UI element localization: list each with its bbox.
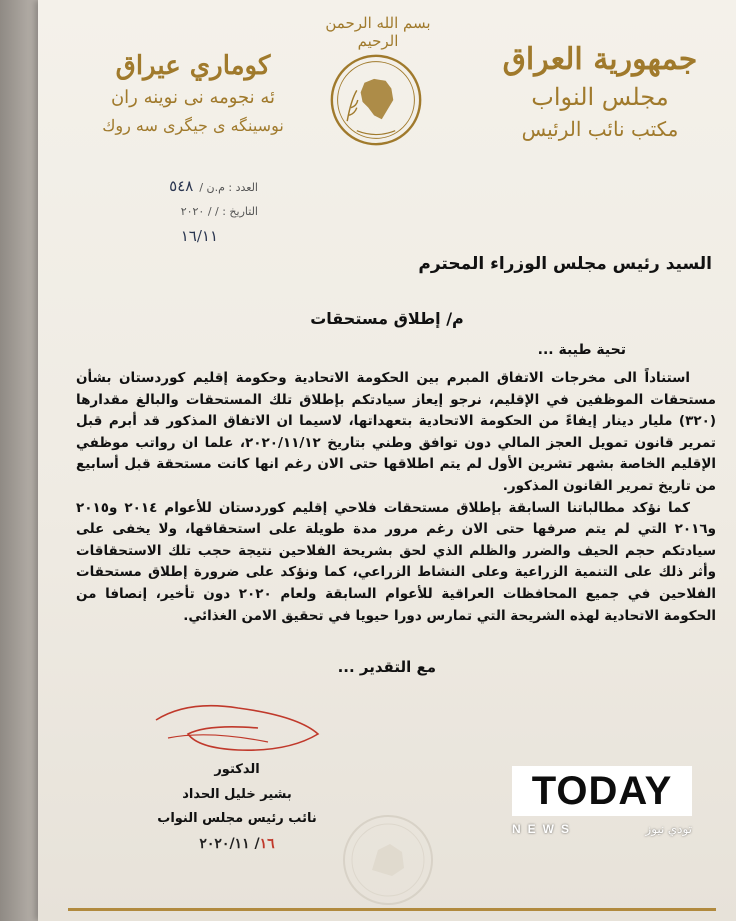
- subject-line: م/ إطلاق مستحقات: [310, 309, 464, 328]
- reference-date-label: التاريخ : / / ٢٠٢٠: [180, 205, 258, 218]
- parliament-seal-icon: [328, 52, 424, 148]
- reference-number-value: ٥٤٨: [169, 177, 194, 195]
- embossed-seal-icon: [338, 810, 438, 910]
- signatory-name: بشير خليل الحداد: [182, 786, 292, 802]
- header-council: مجلس النواب: [531, 83, 669, 111]
- signatory-title: الدكتور: [214, 762, 260, 777]
- signature-date-day: ١٦: [259, 835, 275, 852]
- header-office: مكتب نائب الرئيس: [521, 117, 679, 141]
- reference-date-value: ١٦/١١: [180, 227, 218, 245]
- signature-date-rest: / ٢٠٢٠/١١: [199, 835, 260, 852]
- reference-block: [88, 174, 258, 248]
- signature-block: [142, 758, 332, 856]
- header-country-kurdish: كوماري عيراق: [115, 51, 271, 81]
- reference-number-label: العدد : م.ن /: [199, 181, 258, 194]
- header-country: جمهورية العراق: [502, 42, 698, 77]
- today-news-watermark: [512, 766, 692, 836]
- watermark-subtitle: [512, 822, 692, 836]
- body-paragraph: كما نؤكد مطالباتنا السابقة بإطلاق مستحقات فلاحي إقليم كوردستان للأعوام ٢٠١٤ و٢٠١٥ و٢٠١٦ التي لم يتم صرفها حتى الان رغم مرور مدة طويلة على استحقاقها، ولا يخفى على سيادتكم حجم الحيف والضرر والظلم الذي لحق بشريحة الفلاحين نتيجة حجب تلك الاستحقاقات وأثر ذلك على التنمية الزراعية وعلى النشاط الزراعي، كما ونؤكد على ضرورة إطلاق مستحقات الفلاحين في جميع المحافظات العراقية للأعوام السابقة ولعام ٢٠٢٠ دون تأخير، إنصافا من الحكومة الاتحادية لهذه الشريحة التي تمارس دورا حيويا في تحقيق الامن الغذائي.: [76, 499, 716, 624]
- header-left-kurdish: [78, 48, 308, 140]
- signatory-position: نائب رئيس مجلس النواب: [157, 811, 317, 826]
- closing-line: مع التقدير ...: [337, 658, 436, 676]
- header-office-kurdish: نوسينگه ى جيگرى سه روك: [102, 116, 284, 135]
- reference-number: [88, 174, 258, 200]
- header-council-kurdish: ئه نجومه نى نوينه ران: [110, 87, 276, 108]
- header-right-arabic: [490, 40, 710, 144]
- recipient-line: السيد رئيس مجلس الوزراء المحترم: [418, 254, 712, 274]
- greeting-line: تحية طيبة ...: [537, 342, 626, 358]
- page-edge-shadow: [0, 0, 38, 921]
- reference-date: [88, 200, 258, 224]
- bismillah-text: بسم الله الرحمن الرحيم: [325, 14, 431, 50]
- watermark-news-ar: تودي نيوز: [645, 822, 692, 836]
- letter-body: [76, 368, 716, 627]
- watermark-news-en: NEWS: [512, 822, 576, 836]
- watermark-brand: TODAY: [512, 766, 692, 816]
- body-paragraph: استناداً الى مخرجات الاتفاق المبرم بين الحكومة الاتحادية وحكومة إقليم كوردستان بشأن مستحقات الموظفين في الإقليم، نرجو إيعاز سيادتكم بإطلاق تلك المستحقات والبالغ مقدارها (٣٢٠) مليار دينار إيفاءً من الحكومة الاتحادية بتعهداتها، لاسيما ان الاتفاق المذكور قد أبرم قبل تمرير قانون تمويل العجز المالي دون توافق وطني بتاريخ ٢٠٢٠/١١/١٢، علما ان رواتب موظفي الإقليم الخاصة بشهر تشرين الأول لم يتم اطلاقها حتى الان رغم انها كانت مستحقة قبل أسابيع من تاريخ تمرير القانون المذكور.: [76, 370, 716, 494]
- footer-divider: [68, 908, 716, 911]
- signature-date: [142, 832, 332, 857]
